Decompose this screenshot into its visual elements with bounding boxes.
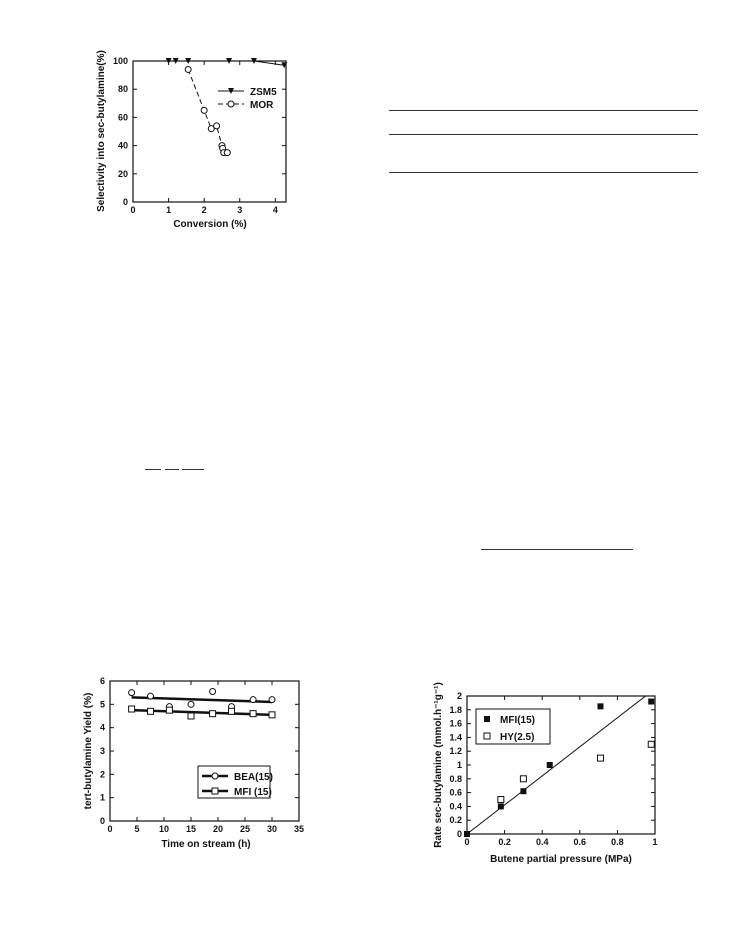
data-point: [597, 755, 603, 761]
y-tick-label: 1: [99, 792, 105, 803]
data-point: [648, 699, 654, 705]
data-point: [520, 788, 526, 794]
y-tick-label: 20: [117, 168, 128, 179]
x-tick-label: 4: [272, 205, 278, 215]
y-tick-label: 0.6: [449, 787, 462, 798]
data-point: [498, 803, 504, 809]
y-tick-label: 0: [99, 816, 105, 826]
legend-label: MOR: [250, 100, 274, 111]
x-tick-label: 35: [293, 824, 305, 834]
y-axis-title: Rate sec-butylamine (mmol.h⁻¹g⁻¹): [433, 682, 444, 848]
x-tick-label: 0: [107, 824, 113, 834]
legend-label: HY(2.5): [500, 732, 535, 743]
x-axis-title: Conversion (%): [173, 219, 247, 230]
legend-marker: [484, 716, 490, 722]
x-tick-label: 1: [166, 205, 172, 215]
x-tick-label: 0.4: [535, 837, 549, 847]
data-point: [520, 776, 526, 782]
x-tick-label: 25: [239, 824, 251, 834]
x-tick-label: 0.2: [498, 837, 511, 847]
y-axis-title: Selectivity into sec-butylamine(%): [96, 50, 107, 212]
y-tick-label: 1.8: [449, 704, 462, 715]
y-tick-label: 1: [456, 760, 462, 770]
legend-label: ZSM5: [250, 87, 277, 98]
y-tick-label: 3: [99, 746, 105, 756]
data-point: [498, 797, 504, 803]
data-point: [648, 741, 654, 747]
x-axis-title: Time on stream (h): [161, 839, 251, 850]
y-tick-label: 0.2: [449, 815, 462, 826]
y-tick-label: 40: [117, 140, 128, 151]
y-tick-label: 0.4: [449, 801, 462, 812]
x-tick-label: 3: [237, 205, 243, 215]
x-axis-title: Butene partial pressure (MPa): [490, 854, 632, 865]
y-tick-label: 2: [99, 769, 105, 780]
x-tick-label: 2: [201, 205, 207, 215]
y-tick-label: 0: [122, 197, 128, 207]
legend-label: BEA(15): [234, 772, 273, 783]
legend-label: MFI (15): [234, 787, 272, 798]
y-tick-label: 4: [99, 722, 105, 733]
data-point: [597, 703, 603, 709]
y-tick-label: 1.2: [449, 746, 462, 757]
x-tick-label: 0.8: [611, 837, 624, 847]
x-tick-label: 20: [212, 824, 224, 834]
data-point: [547, 762, 553, 768]
y-tick-label: 2: [456, 691, 462, 701]
y-tick-label: 6: [99, 676, 105, 686]
x-tick-label: 15: [185, 824, 197, 834]
y-tick-label: 0: [456, 829, 462, 839]
y-tick-label: 60: [117, 112, 128, 123]
legend-label: MFI(15): [500, 715, 535, 726]
y-axis-title: tert-butylamine Yield (%): [83, 692, 94, 810]
x-tick-label: 30: [266, 824, 278, 834]
x-tick-label: 5: [134, 824, 140, 834]
data-point: [464, 831, 470, 837]
y-tick-label: 5: [99, 699, 105, 710]
legend-marker: [484, 733, 490, 739]
y-tick-label: 1.6: [449, 718, 462, 729]
y-tick-label: 1.4: [449, 732, 462, 743]
y-tick-label: 100: [112, 56, 128, 66]
x-tick-label: 0.6: [573, 837, 587, 847]
y-tick-label: 80: [117, 84, 128, 95]
x-tick-label: 0: [464, 837, 470, 847]
x-tick-label: 1: [652, 837, 658, 847]
x-tick-label: 10: [158, 824, 170, 834]
x-tick-label: 0: [130, 205, 136, 215]
y-tick-label: 0.8: [449, 773, 462, 784]
